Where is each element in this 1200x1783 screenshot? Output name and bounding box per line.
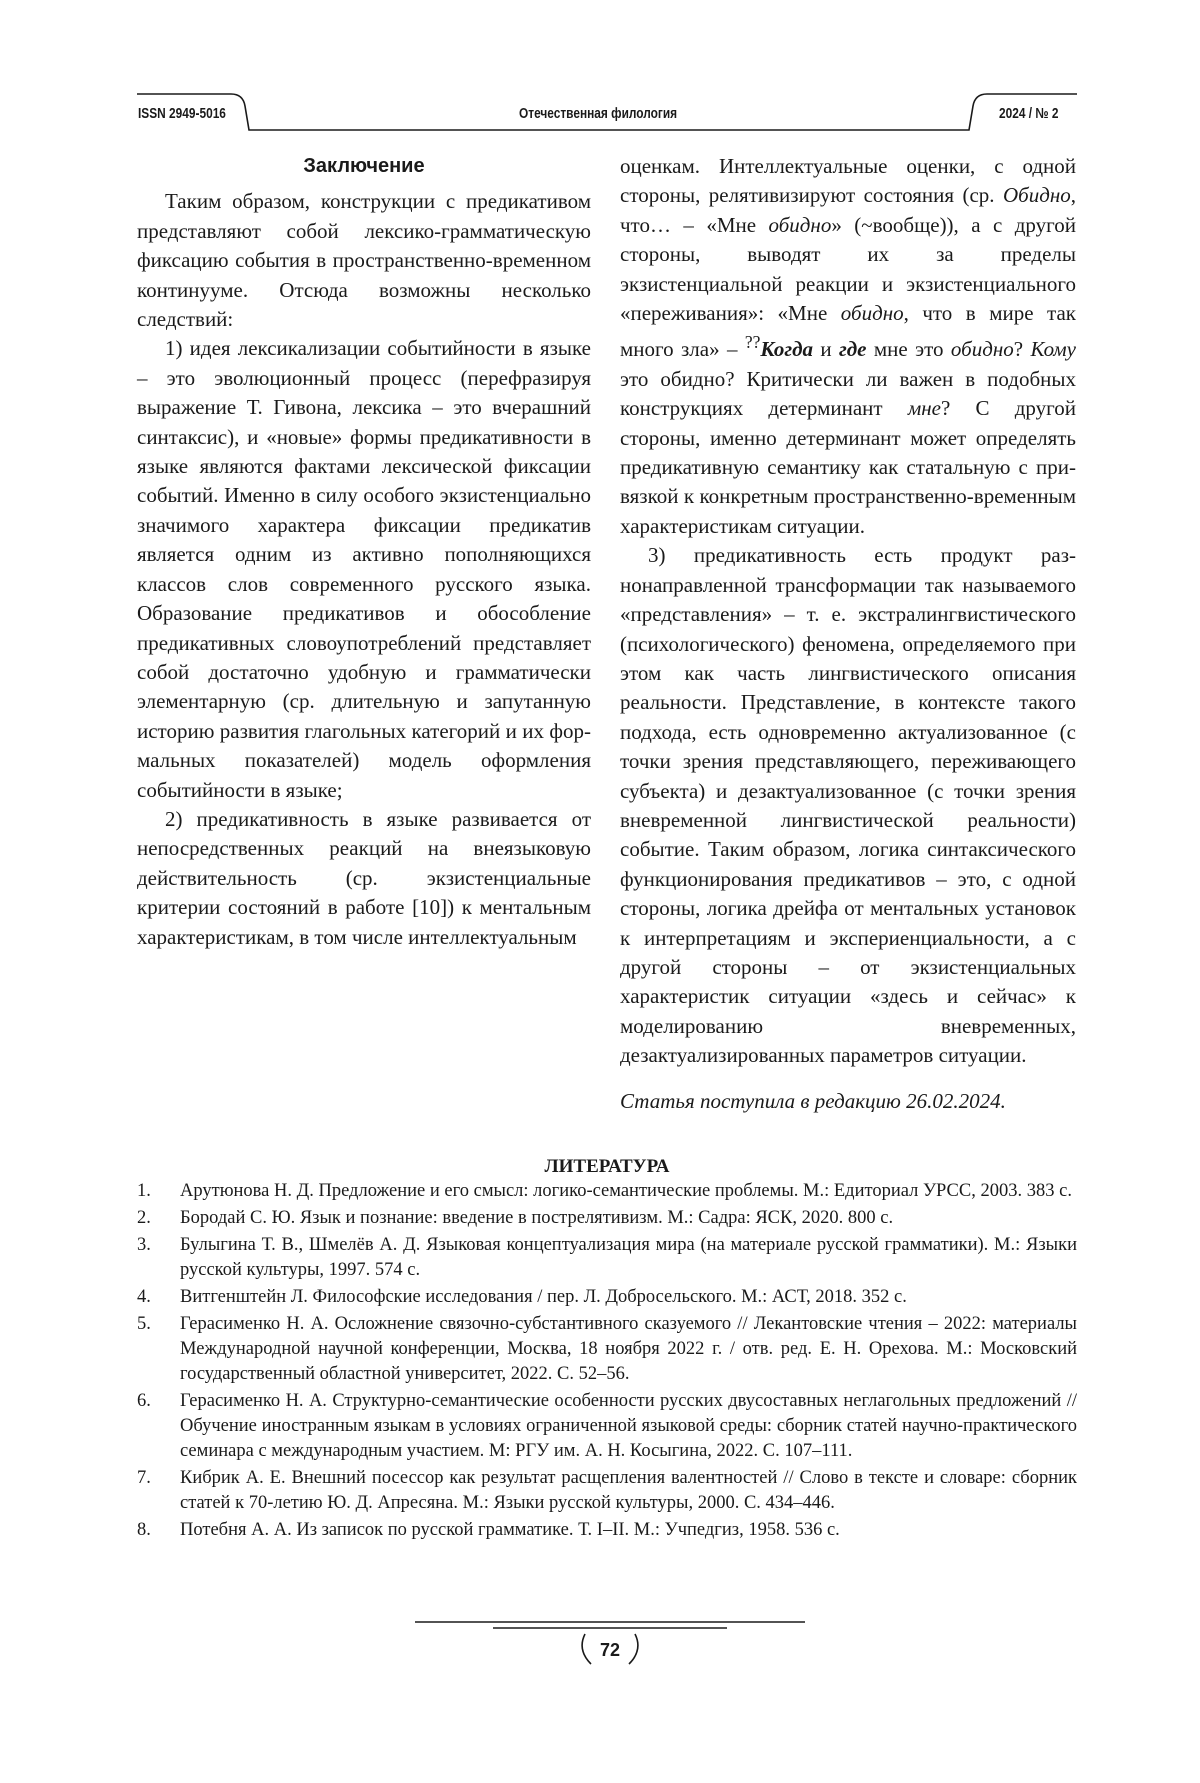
references-list (137, 1179, 1077, 1545)
reference-text: Кибрик А. Е. Внешний посессор как результат расщепления валентностей // Слово в тексте и словаре: сборник статей к 70-летию Ю. Д. Апресяна. М.: Языки русской культуры, 2000. С. 434–446. (180, 1468, 1077, 1513)
reference-item (137, 1233, 1077, 1283)
reference-text: Герасименко Н. А. Структурно-семантические особенности русских двусоставных неглагольных предложений // Обучение иностранным языкам в условиях ограниченной языковой среды: сборник статей научно-практического семинара с международным участием. М: РГУ им. А. Н. Косыгина, 2022. С. 107–111. (180, 1391, 1077, 1461)
right-column (620, 152, 1076, 1116)
conclusion-point-2: 2) предикативность в языке развивается от непосредственных реакций на внеязыковую действительность (ср. экзистенциальные критерии состояний в работе [10]) к ментальным характеристикам, в том числе интеллектуальным (137, 806, 591, 949)
references-title: ЛИТЕРАТУРА (544, 1156, 670, 1177)
journal-title: Отечественная филология (519, 106, 678, 122)
reference-text: Арутюнова Н. Д. Предложение и его смысл: логико-семантические проблемы. М.: Едиториал УРСС, 2003. 383 с. (180, 1181, 1072, 1201)
conclusion-point-2-continued: оценкам. Интеллектуальные оценки, с одной стороны, релятивизируют состояния (ср. Обидно, что… – «Мне обидно» (~вообще)), а с другой стороны, выводят их за пределы экзистенциальной реакции и экзистенциального «переживания»: «Мне обидно, что в мире так много зла» – ??Когда и где мне это обидно? Кому это обидно? Критически ли важен в подобных конструкциях детерминант мне? С другой стороны, именно детерминант может определять предикативную семантику как статальную с привязкой к конкретным пространственно-временным характеристикам ситуации. (620, 154, 1077, 538)
conclusion-point-3: 3) предикативность есть продукт разнонаправленной трансформации так называемого «представления» – т. е. экстралингвистического (психологического) феномена, определяемого при этом как часть лингвистического описания реальности. Представление, в контексте такого подхода, есть одновременно актуализованное (с точки зрения представляющего, переживающего субъекта) и дезактуализованное (с точки зрения вневременной лингвистической реальности) событие. Таким образом, логика синтаксического функционирования предикативов – это, с одной стороны, логика дрейфа от ментальных установок к интерпретациям и экспериенциальности, а с другой стороны – от экзистенциальных характеристик ситуации «здесь и сейчас» к моделированию вневременных, дезактуализированных параметров ситуации. (620, 543, 1076, 1068)
page-number: 72 (599, 1640, 621, 1660)
reference-item (137, 1466, 1077, 1516)
reference-number: 8. (137, 1520, 151, 1540)
reference-text: Булыгина Т. В., Шмелёв А. Д. Языковая концептуализация мира (на материале русской грамматики). М.: Языки русской культуры, 1997. 574 с. (180, 1235, 1077, 1280)
reference-item (137, 1179, 1077, 1204)
reference-number: 5. (137, 1314, 151, 1334)
reference-item (137, 1312, 1077, 1387)
conclusion-intro: Таким образом, конструкции с предикативом представляют собой лексико-грамматическую фиксацию события в пространственно-временном континууме. Отсюда возможны несколько следствий: (137, 189, 591, 332)
reference-item (137, 1518, 1077, 1543)
issue-number: 2024 / № 2 (999, 106, 1059, 122)
reference-number: 7. (137, 1468, 151, 1488)
reference-item (137, 1389, 1077, 1464)
running-header (137, 92, 1077, 138)
section-title: Заключение (303, 155, 425, 177)
reference-number: 2. (137, 1208, 151, 1228)
reference-number: 6. (137, 1391, 151, 1411)
reference-number: 1. (137, 1181, 151, 1201)
reference-text: Герасименко Н. А. Осложнение связочно-субстантивного сказуемого // Лекантовские чтения – 2022: материалы Международной научной конференции, Москва, 18 ноября 2022 г. / отв. ред. Е. Н. Орехова. М.: Московский государственный областной университет, 2022. С. 52–56. (180, 1314, 1077, 1384)
reference-number: 4. (137, 1287, 151, 1307)
reference-text: Потебня А. А. Из записок по русской грамматике. Т. I–II. М.: Учпедгиз, 1958. 536 с. (180, 1520, 840, 1540)
page-footer (415, 1620, 805, 1676)
received-date-note: Статья поступила в редакцию 26.02.2024. (620, 1088, 1006, 1113)
conclusion-point-1: 1) идея лексикализации событийности в языке – это эволюционный процесс (перефразируя выражение Т. Гивона, лексика – это вчерашний синтаксис), и «новые» формы предикативности в языке являются фактами лексической фиксации событий. Именно в силу особого экзистенциально значимого характера фиксации предикатив является одним из активно пополняющихся классов слов современного русского языка. Образование предикативов и обособление предикативных словоупотреблений представляет собой достаточно удобную и грамматически элементарную (ср. длительную и запутанную историю развития глагольных категорий и их формальных показателей) модель оформления событийности в языке; (137, 336, 591, 802)
reference-item (137, 1285, 1077, 1310)
reference-text: Витгенштейн Л. Философские исследования / пер. Л. Добросельского. М.: АСТ, 2018. 352 с. (180, 1287, 907, 1307)
reference-item (137, 1206, 1077, 1231)
issn: ISSN 2949-5016 (138, 106, 226, 122)
reference-number: 3. (137, 1235, 151, 1255)
left-column (137, 152, 591, 952)
reference-text: Бородай С. Ю. Язык и познание: введение в пострелятивизм. М.: Садра: ЯСК, 2020. 800 с. (180, 1208, 894, 1228)
